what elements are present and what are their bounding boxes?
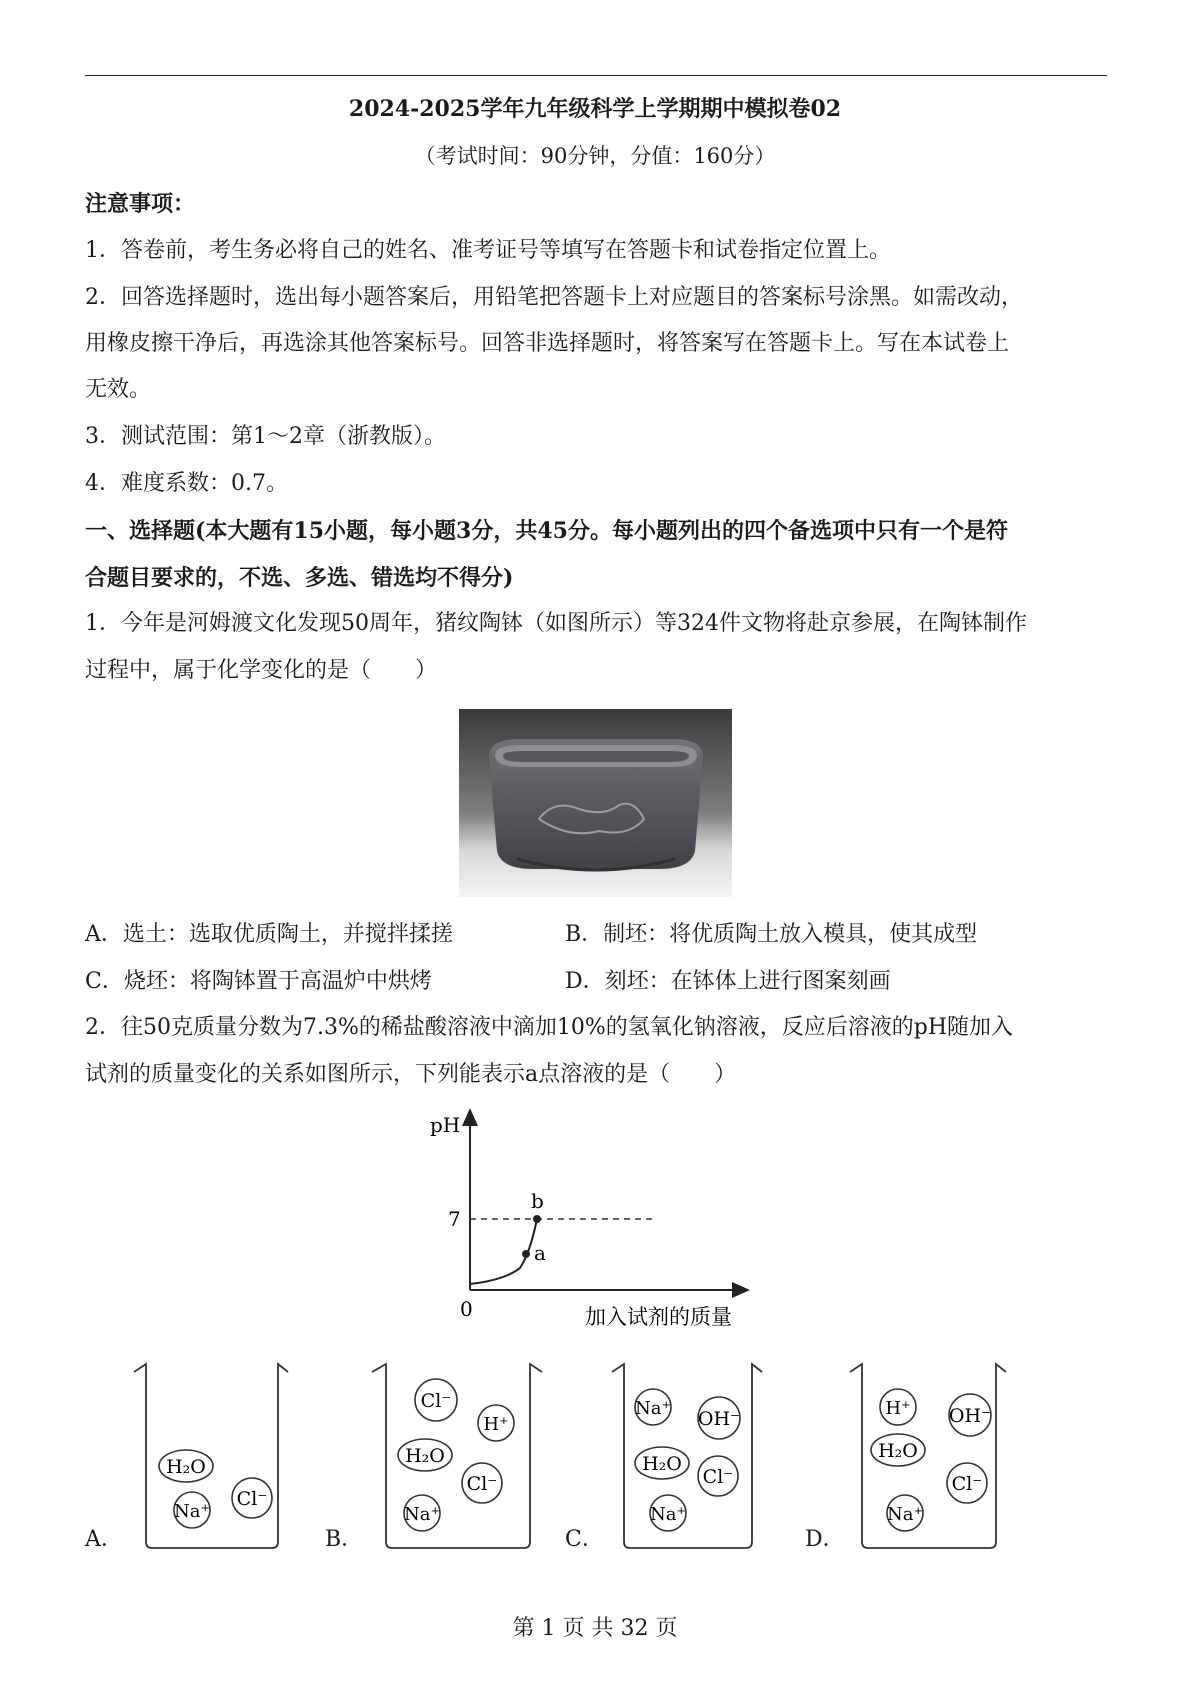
- svg-text:Na⁺: Na⁺: [887, 1504, 923, 1525]
- notice-item-1: 1．答卷前，考生务必将自己的姓名、准考证号等填写在答题卡和试卷指定位置上。: [85, 238, 891, 263]
- svg-text:Na⁺: Na⁺: [650, 1504, 686, 1525]
- ion-cl-icon: [232, 1478, 272, 1518]
- ion-h2o-icon: [398, 1439, 452, 1471]
- q1-option-c: C．烧坯：将陶钵置于高温炉中烘烤: [85, 969, 432, 994]
- ion-cl-icon: [698, 1456, 738, 1496]
- ion-cl-icon: [462, 1463, 502, 1503]
- ion-cl-icon: [415, 1379, 457, 1421]
- section1-heading: 一、选择题(本大题有15小题，每小题3分，共45分。每小题列出的四个备选项中只有一个是符: [85, 518, 1008, 544]
- beaker-a: [132, 1360, 292, 1550]
- ion-na-icon: [404, 1495, 440, 1531]
- q1-option-b: B．制坯：将优质陶土放入模具，使其成型: [565, 922, 978, 947]
- svg-text:Cl⁻: Cl⁻: [466, 1473, 498, 1495]
- ion-oh-icon: [949, 1394, 991, 1436]
- ion-h-icon: [478, 1405, 514, 1441]
- ion-na-icon: [650, 1495, 686, 1531]
- svg-text:Na⁺: Na⁺: [174, 1501, 210, 1522]
- section1-heading-cont: 合题目要求的，不选、多选、错选均不得分): [85, 565, 514, 591]
- point-b-label: b: [531, 1189, 544, 1213]
- q2-stem-cont: 试剂的质量变化的关系如图所示，下列能表示a点溶液的是（ ）: [85, 1062, 737, 1087]
- pottery-bowl-photo: [459, 709, 732, 897]
- ion-h2o-icon: [635, 1447, 689, 1479]
- q2-option-a-label: A．: [85, 1527, 123, 1552]
- page-footer: 第 1 页 共 32 页: [512, 1616, 678, 1641]
- beaker-b: [370, 1360, 546, 1550]
- svg-text:Cl⁻: Cl⁻: [702, 1466, 734, 1488]
- y-tick-7: 7: [448, 1207, 461, 1231]
- svg-text:H⁺: H⁺: [885, 1398, 911, 1419]
- ion-na-icon: [887, 1495, 923, 1531]
- q1-stem: 1．今年是河姆渡文化发现50周年，猪纹陶钵（如图所示）等324件文物将赴京参展，在陶钵制作: [85, 611, 1027, 636]
- q2-option-d-label: D．: [805, 1527, 845, 1552]
- svg-text:H₂O: H₂O: [878, 1440, 918, 1462]
- svg-text:OH⁻: OH⁻: [697, 1408, 741, 1430]
- svg-text:OH⁻: OH⁻: [948, 1405, 992, 1427]
- svg-text:H₂O: H₂O: [166, 1456, 206, 1478]
- ion-h2o-icon: [159, 1450, 213, 1482]
- ion-oh-icon: [698, 1397, 740, 1439]
- point-a-label: a: [534, 1241, 546, 1265]
- svg-text:Na⁺: Na⁺: [635, 1398, 671, 1419]
- q2-option-c-label: C．: [565, 1527, 604, 1552]
- q2-option-b-label: B．: [325, 1527, 364, 1552]
- notice-item-2-cont: 用橡皮擦干净后，再选涂其他答案标号。回答非选择题时，将答案写在答题卡上。写在本试卷上: [85, 331, 1010, 356]
- q1-option-a: A．选土：选取优质陶土，并搅拌揉搓: [85, 922, 453, 947]
- svg-text:Cl⁻: Cl⁻: [951, 1473, 983, 1495]
- notice-heading: 注意事项：: [85, 191, 196, 217]
- ion-cl-icon: [947, 1463, 987, 1503]
- ion-h2o-icon: [871, 1434, 925, 1466]
- svg-text:Cl⁻: Cl⁻: [420, 1390, 452, 1412]
- origin-label: 0: [460, 1297, 473, 1321]
- ion-h-icon: [880, 1389, 916, 1425]
- svg-text:Na⁺: Na⁺: [404, 1504, 440, 1525]
- notice-item-2-end: 无效。: [85, 377, 152, 402]
- y-axis-label: pH: [430, 1113, 461, 1137]
- ion-na-icon: [635, 1389, 671, 1425]
- q1-stem-cont: 过程中，属于化学变化的是（ ）: [85, 658, 438, 683]
- x-axis-label: 加入试剂的质量: [585, 1305, 732, 1329]
- svg-text:H⁺: H⁺: [483, 1414, 509, 1435]
- q1-option-d: D．刻坯：在钵体上进行图案刻画: [565, 969, 891, 994]
- q2-stem: 2．往50克质量分数为7.3%的稀盐酸溶液中滴加10%的氢氧化钠溶液，反应后溶液的pH随加入: [85, 1015, 1014, 1040]
- notice-item-4: 4．难度系数：0.7。: [85, 471, 288, 496]
- header-rule: [85, 75, 1107, 76]
- point-a-marker: [522, 1250, 530, 1258]
- svg-text:H₂O: H₂O: [405, 1445, 445, 1467]
- exam-title: 2024-2025学年九年级科学上学期期中模拟卷02: [348, 96, 842, 122]
- beaker-d: [848, 1360, 1010, 1550]
- beaker-c: [610, 1360, 766, 1550]
- svg-text:H₂O: H₂O: [642, 1453, 682, 1475]
- ion-na-icon: [174, 1492, 210, 1528]
- svg-text:Cl⁻: Cl⁻: [236, 1488, 268, 1510]
- exam-subtitle: （考试时间：90分钟，分值：160分）: [414, 144, 776, 168]
- notice-item-2: 2．回答选择题时，选出每小题答案后，用铅笔把答题卡上对应题目的答案标号涂黑。如需改动，: [85, 285, 1024, 310]
- point-b-marker: [533, 1215, 541, 1223]
- ph-graph: [420, 1108, 750, 1338]
- notice-item-3: 3．测试范围：第1～2章（浙教版）。: [85, 424, 446, 449]
